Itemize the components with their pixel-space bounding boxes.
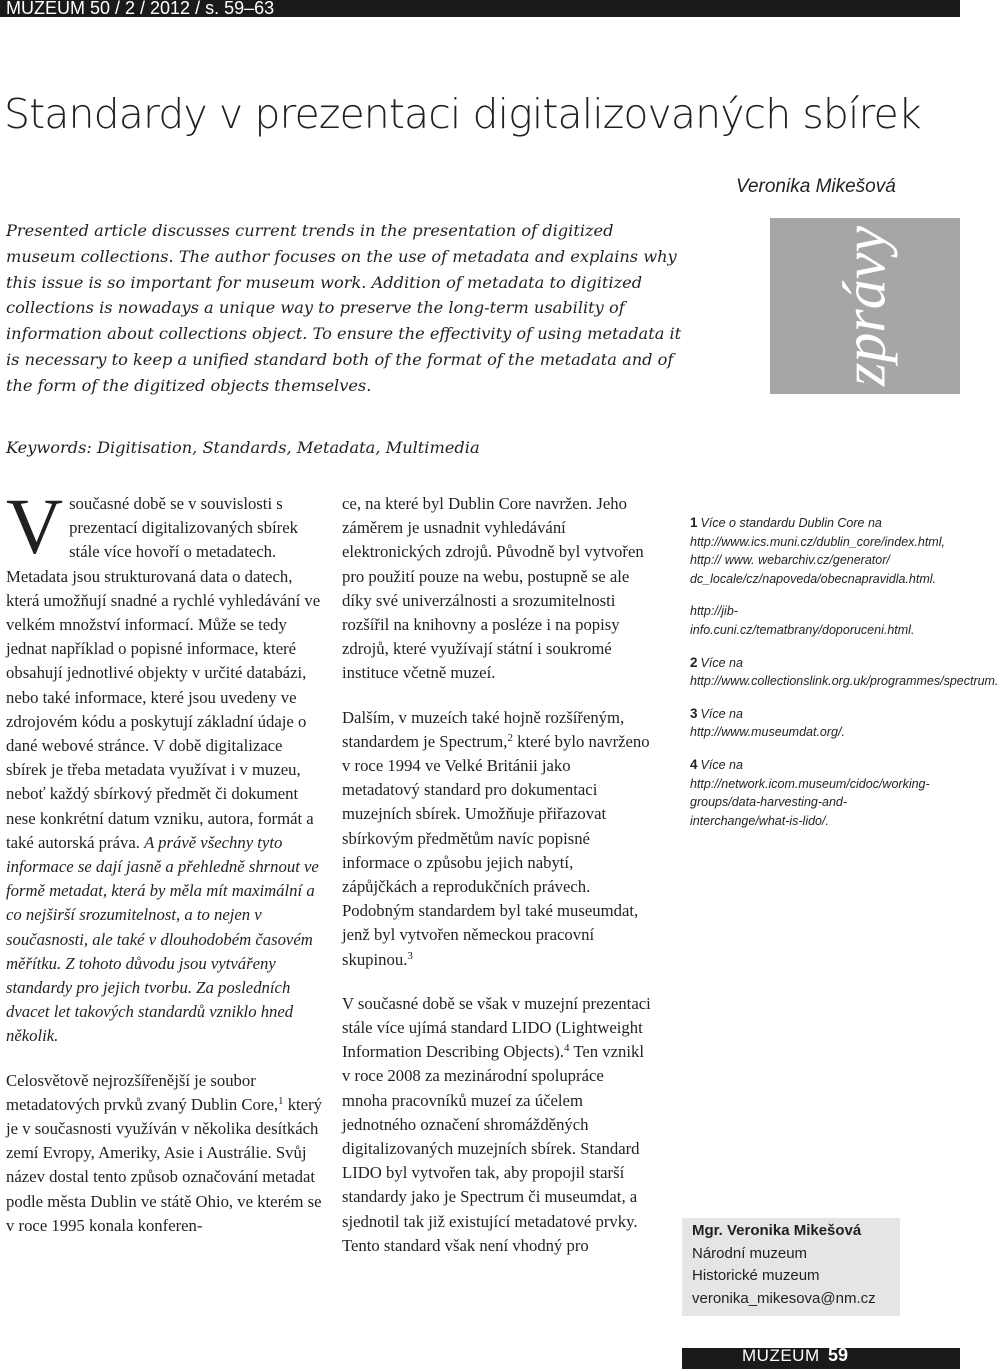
author-department: Historické muzeum bbox=[692, 1267, 820, 1284]
body-paragraph bbox=[6, 484, 322, 1049]
footnote-number: 1 bbox=[690, 515, 698, 530]
footer-bar bbox=[682, 1348, 960, 1369]
footnote-text: http://jib-info.cuni.cz/tematbrany/doporuceni.html. bbox=[690, 604, 915, 637]
body-text: Ten vznikl v roce 2008 za mezinárodní spolupráce mnoha pracovníků muzeí za účelem jednotného označení shromážděných digitalizovaných muzejních sbírek. Standard LIDO byl vytvořen tak, aby propojil starší standardy jako je Spectrum či museumdat, a sjednotil tak již existující metadatové prvky. Tento standard však není vhodný pro bbox=[342, 1042, 645, 1255]
body-column-1 bbox=[6, 484, 322, 1238]
author-name: Mgr. Veronika Mikešová bbox=[692, 1222, 862, 1239]
journal-citation: MUZEUM 50 / 2 / 2012 / s. 59–63 bbox=[6, 0, 275, 18]
article-title: Standardy v prezentaci digitalizovaných sbírek bbox=[4, 90, 921, 138]
footnote-ref: 2 bbox=[507, 731, 513, 744]
body-text: V současné době se však v muzejní prezentaci stále více ujímá standard LIDO (Lightweight Information Describing Objects). bbox=[342, 993, 651, 1062]
footnote bbox=[690, 602, 915, 639]
body-column-2 bbox=[342, 492, 652, 1258]
footnote-text: Více o standardu Dublin Core na http://www.ics.muni.cz/dublin_core/index.html, http:// www. webarchiv.cz/generator/ dc_locale/cz/napoveda/obecnapravidla.html. bbox=[690, 516, 945, 586]
body-text: které bylo navrženo v roce 1994 ve Velké Británii jako metadatový standard pro dokumentaci muzejních sbírek. Umožňuje přiřazovat sbírkovým předmětům navíc popisné informace o způsobu jejich nabytí, zápůjčkách a reprodukčních právech. Podobným standardem byl také museumdat, jenž byl vytvořen německou pracovní skupinou. bbox=[342, 731, 650, 969]
body-text: který je v současnosti využíván v několika desítkách zemí Evropy, Ameriky, Asie i Austrálie. Svůj název dostal tento způsob označování metadat podle města Dublin ve státě Ohio, ve kterém se v roce 1995 konala konferen- bbox=[6, 1094, 322, 1235]
footnote-text: Více na http://network.icom.museum/cidoc/working-groups/data-harvesting-and-interchange/what-is-lido/. bbox=[690, 757, 930, 828]
footnote-ref: 1 bbox=[278, 1094, 284, 1107]
section-label: zprávy bbox=[831, 226, 898, 386]
footnote-number: 3 bbox=[690, 705, 698, 721]
body-text: Celosvětově nejrozšířenější je soubor metadatových prvků zvaný Dublin Core, bbox=[6, 1070, 279, 1114]
footnote bbox=[690, 756, 930, 830]
footnote-text: Více na http://www.collectionslink.org.uk/programmes/spectrum. bbox=[690, 655, 998, 689]
author-institution: Národní muzeum bbox=[692, 1244, 808, 1262]
footnote-ref: 4 bbox=[563, 1042, 570, 1055]
body-text: současné době se v souvislosti s prezentací digitalizovaných sbírek stále více hovoří o metadatech. Metadata jsou strukturovaná data o datech, která umožňují snadné a rychlé vyhledávání ve velkém množství informací. Může se tedy jednat například o popisné informace, které obsahují jednotlivé objekty v určité databázi, nebo také informace, které jsou uvedeny ve zdrojovém kódu a poskytují základní údaje o dané webové stránce. V době digitalizace sbírek je třeba metadata využívat i v muzeu, neboť každý sbírkový předmět či dokument nese konkrétní datum vzniku, autora, formát a také autorská práva. bbox=[6, 494, 321, 852]
footer-magazine: MUZEUM bbox=[742, 1346, 820, 1365]
keywords: Keywords: Digitisation, Standards, Metadata, Multimedia bbox=[6, 438, 480, 457]
footnote-text: Více na http://www.museumdat.org/. bbox=[690, 706, 845, 740]
footnotes bbox=[690, 514, 998, 844]
abstract: Presented article discusses current trends in the presentation of digitized museum collections. The author focuses on the use of metadata and explains why this issue is so important for museum work. Addition of metadata to digitized collections is nowadays a unique way to preserve the long-term usability of information about collections object. To ensure the effectivity of using metadata it is necessary to keep a unified standard both of the format of the metadata and of the form of the digitized objects themselves. bbox=[6, 221, 682, 395]
body-text: Dalším, v muzeích také hojně rozšířeným, standardem je Spectrum, bbox=[342, 707, 625, 751]
body-paragraph bbox=[342, 706, 652, 972]
footnote-ref: 3 bbox=[407, 949, 413, 962]
page-number: 59 bbox=[828, 1345, 849, 1365]
footnote-number: 2 bbox=[690, 654, 698, 670]
drop-cap: V bbox=[6, 484, 64, 571]
footnote bbox=[690, 705, 900, 742]
article-author: Veronika Mikešová bbox=[736, 176, 896, 197]
footnote bbox=[690, 654, 998, 691]
footnote bbox=[690, 514, 945, 588]
body-paragraph: ce, na které byl Dublin Core navržen. Jeho záměrem je usnadnit vyhledávání elektronických zdrojů. Původně byl vytvořen pro použití pouze na webu, postupně se ale díky své univerzálnosti a srozumitelnosti rozšířil na knihovny a posléze i na popisy zdrojů, které využívají státní i soukromé instituce včetně muzeí. bbox=[342, 494, 644, 683]
author-bio-box bbox=[682, 1218, 900, 1316]
footnote-number: 4 bbox=[690, 756, 698, 772]
section-label-box bbox=[770, 218, 960, 394]
body-paragraph bbox=[6, 1069, 322, 1238]
body-text-italic: A právě všechny tyto informace se dají jasně a přehledně shrnout ve formě metadat, která by měla mít maximální a co nejširší srozumitelnost, a to nejen v současnosti, ale také v dlouhodobém časovém měřítku. Z tohoto důvodu jsou vytvářeny standardy pro jejich tvorbu. Za posledních dvacet let takových standardů vzniklo hned několik. bbox=[6, 832, 319, 1046]
author-email: veronika_mikesova@nm.cz bbox=[692, 1289, 876, 1307]
body-paragraph bbox=[342, 992, 652, 1258]
